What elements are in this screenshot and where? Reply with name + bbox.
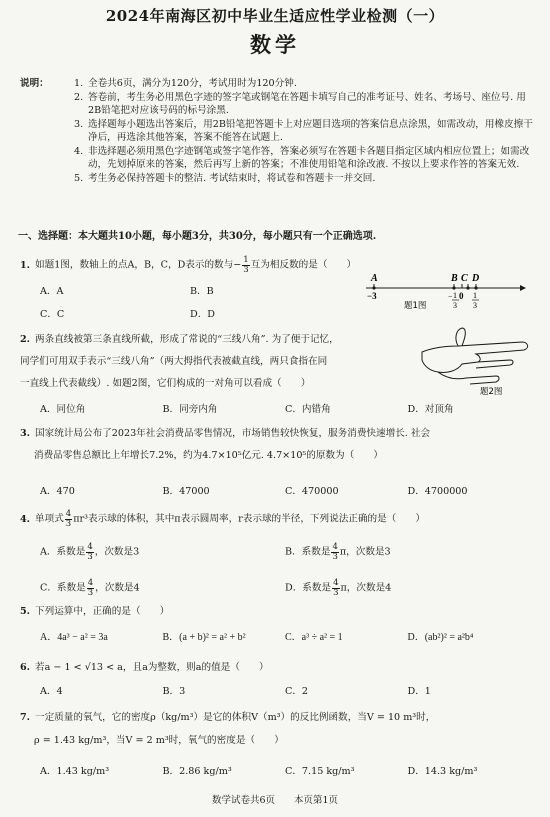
instruction-text: 非选择题必须用黑色字迹钢笔或签字笔作答，答案必须写在答题卡各题目指定区域内相应位置上；如需改动，先划掉原来的答案，然后再写上新的答案；不准使用铅笔和涂改液. 不按以上要求作答的答案无效. <box>88 145 530 170</box>
option-text: A．系数是 <box>40 546 86 558</box>
question-4-options <box>40 579 530 597</box>
option-b: B．2.86 kg/m³ <box>162 766 232 777</box>
fraction-numerator: 4 <box>87 542 93 552</box>
fraction <box>65 510 72 528</box>
question-text: 下列运算中，正确的是（ ） <box>35 606 170 617</box>
question-text: 互为相反数的是（ ） <box>250 259 357 271</box>
question-number: 4. <box>20 513 31 525</box>
fraction-denominator: 3 <box>243 264 249 275</box>
option-d: D．1 <box>407 686 431 697</box>
question-4-options <box>40 543 530 561</box>
question-text: 两条直线被第三条直线所截，形成了常说的“三线八角”. 为了便于记忆， <box>35 334 339 345</box>
question-1-options <box>40 286 340 299</box>
question-text: 同学们可用双手表示“三线八角”（两大拇指代表被截直线，两只食指在同 <box>20 355 328 367</box>
instruction-item <box>20 173 535 186</box>
question-1-options <box>40 309 340 322</box>
option-c: C．470000 <box>285 486 339 497</box>
fraction <box>332 579 339 597</box>
option-text: D．系数是 <box>285 582 332 594</box>
instructions-lead: 说明： <box>20 78 49 89</box>
question-number: 1. <box>20 259 31 271</box>
tick-denominator: 3 <box>473 301 477 310</box>
section-heading: 一、选择题：本大题共10小题，每小题3分，共30分，每小题只有一个正确选项. <box>18 231 377 242</box>
question-number: 7. <box>20 712 31 723</box>
option-b: B．47000 <box>162 486 210 497</box>
tick-numerator: 1 <box>453 291 457 300</box>
instruction-number: 1. <box>74 78 84 89</box>
number-line-figure <box>362 270 527 320</box>
option-b: B．(a + b)² = a² + b² <box>162 632 246 643</box>
instruction-text: 答卷前，考生务必用黑色字迹的签字笔或钢笔在答题卡填写自己的准考证号、姓名、考场号、座位号. 用2B铅笔把对应该号码的标号涂黑. <box>88 91 526 116</box>
question-2-options <box>40 404 530 417</box>
question-number: 5. <box>20 606 31 617</box>
question-number: 2. <box>20 334 31 345</box>
fraction-numerator: 1 <box>243 255 249 265</box>
question-text: πr³表示球的体积，其中π表示圆周率，r表示球的半径，下列说法正确的是（ ） <box>73 513 426 525</box>
option-d: D．D <box>190 309 215 320</box>
question-2 <box>20 334 420 391</box>
instruction-item <box>20 146 535 172</box>
question-text: ρ = 1.43 kg/m³，当V = 2 m³时，氧气的密度是（ ） <box>34 734 284 746</box>
instruction-item <box>20 119 535 145</box>
fraction <box>87 579 94 597</box>
tick-label-zero: 0 <box>459 291 464 301</box>
fraction-denominator: 3 <box>332 551 338 562</box>
option-b: B．B <box>190 286 214 297</box>
option-text: π，次数是4 <box>340 582 392 594</box>
subject-title: 数学 <box>250 32 300 57</box>
point-a-label: A <box>371 273 378 284</box>
question-text: 若a − 1 < √13 < a，且a为整数，则a的值是（ ） <box>35 662 269 673</box>
tick-label-minus-sign: − <box>448 292 453 301</box>
minus-sign: − <box>233 259 242 271</box>
option-a: A．470 <box>40 486 75 497</box>
fraction-numerator: 4 <box>87 578 94 588</box>
figure-1-caption: 题1图 <box>404 301 427 311</box>
point-c-label: C <box>461 273 468 284</box>
question-3-options <box>40 486 530 499</box>
option-text: ，次数是4 <box>95 582 140 594</box>
instruction-number: 4. <box>74 145 84 157</box>
option-a: A．同位角 <box>40 404 86 415</box>
instruction-item <box>20 92 535 118</box>
option-d: D．4700000 <box>407 486 468 497</box>
option-c <box>40 579 285 597</box>
instruction-text: 考生务必保持答题卡的整洁. 考试结束时，将试卷和答题卡一并交回. <box>88 172 376 184</box>
question-6-options <box>40 686 530 699</box>
option-a: A．1.43 kg/m³ <box>40 766 110 777</box>
question-text: 消费品零售总额比上年增长7.2%，约为4.7×10⁵亿元. 4.7×10⁵的原数为（ ） <box>34 449 384 461</box>
question-3 <box>20 428 535 463</box>
option-a <box>40 543 285 561</box>
question-text: 一定质量的氧气，它的密度ρ（kg/m³）是它的体积V（m³）的反比例函数，当V = 10 m³时， <box>35 712 436 723</box>
option-text: ，次数是3 <box>94 546 140 558</box>
fraction <box>242 256 249 274</box>
fraction-denominator: 3 <box>87 587 94 598</box>
question-text: 国家统计局公布了2023年社会消费品零售情况，市场销售较快恢复，服务消费快速增长. 社会 <box>35 428 431 439</box>
option-a: A．4a³ − a² = 3a <box>40 632 108 643</box>
question-6 <box>20 662 535 675</box>
option-b: B．同旁内角 <box>162 404 218 415</box>
fraction <box>331 543 338 561</box>
option-text: B．系数是 <box>285 546 331 558</box>
option-c: C．2 <box>285 686 309 697</box>
tick-label-minus-3: −3 <box>367 291 377 301</box>
fraction-numerator: 4 <box>65 509 72 519</box>
option-d: D．对顶角 <box>407 404 454 415</box>
question-text: 一直线上代表截线）. 如题2图，它们构成的一对角可以看成（ ） <box>20 377 311 389</box>
option-c: C．内错角 <box>285 404 331 415</box>
option-c: C．a³ ÷ a² = 1 <box>285 632 343 643</box>
hands-figure <box>418 322 536 397</box>
option-b: B．3 <box>162 686 186 697</box>
option-c: C．7.15 kg/m³ <box>285 766 355 777</box>
option-a: A．4 <box>40 686 63 697</box>
instruction-text: 全卷共6页，满分为120分，考试用时为120分钟. <box>88 78 297 89</box>
option-d: D．14.3 kg/m³ <box>407 766 478 777</box>
fraction-numerator: 4 <box>333 578 339 588</box>
question-5-options <box>40 631 530 645</box>
instruction-text: 选择题每小题选出答案后，用2B铅笔把答题卡上对应题目选项的答案信息点涂黑，如需改动，用橡皮擦干净后，再选涂其他答案，答案不能答在试题上. <box>88 118 533 143</box>
instruction-number: 2. <box>74 91 84 103</box>
fraction-denominator: 3 <box>333 587 339 598</box>
fraction <box>86 543 93 561</box>
point-b-label: B <box>451 273 458 284</box>
option-a: A．A <box>40 286 64 297</box>
option-text: π，次数是3 <box>339 546 391 558</box>
tick-numerator: 1 <box>473 291 477 300</box>
instruction-item <box>20 78 535 91</box>
page-footer: 数学试卷共6页 本页第1页 <box>211 795 339 806</box>
question-text: 如题1图，数轴上的点A，B，C，D表示的数与 <box>35 259 234 271</box>
fraction-numerator: 4 <box>332 542 338 552</box>
question-number: 3. <box>20 428 31 439</box>
instructions <box>20 78 535 187</box>
tick-denominator: 3 <box>453 301 457 310</box>
question-7-options <box>40 766 530 779</box>
fraction-denominator: 3 <box>65 518 72 529</box>
question-4 <box>20 510 535 528</box>
point-d-label: D <box>472 273 480 284</box>
question-5 <box>20 606 535 619</box>
option-text: C．系数是 <box>40 582 86 594</box>
figure-2-caption: 题2图 <box>480 387 503 397</box>
option-b <box>285 543 530 561</box>
option-c: C．C <box>40 309 65 320</box>
option-d <box>285 579 530 597</box>
instruction-number: 5. <box>74 172 84 184</box>
instruction-number: 3. <box>74 118 84 130</box>
page-title: 2024年南海区初中毕业生适应性学业检测（一） <box>105 7 445 25</box>
option-d: D．(ab²)² = a²b⁴ <box>407 632 474 643</box>
fraction-denominator: 3 <box>87 551 93 562</box>
question-7 <box>20 712 535 748</box>
question-number: 6. <box>20 662 31 673</box>
question-text: 单项式 <box>35 513 64 525</box>
